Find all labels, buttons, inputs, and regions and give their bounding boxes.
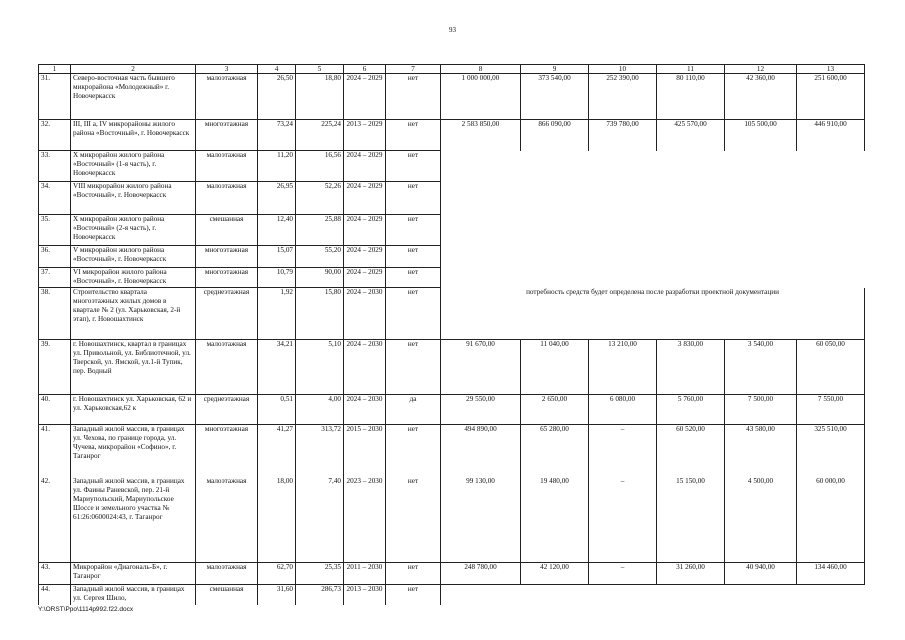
row-area: 26,50 xyxy=(258,74,296,120)
row-value: 60 050,00 xyxy=(797,340,865,395)
row-years: 2024 – 2029 xyxy=(344,215,386,246)
row-value: 13 210,00 xyxy=(589,340,657,395)
table-row xyxy=(39,120,865,151)
row-value: 1 000 000,00 xyxy=(441,74,521,120)
row-value: 251 600,00 xyxy=(797,74,865,120)
row-name: Строительство квартала многоэтажных жилых домов в квартале № 2 (ул. Харьковская, 2-й этап), г. Новошахтинск xyxy=(71,288,196,340)
row-years: 2015 – 2030 xyxy=(344,425,386,477)
row-value: 425 570,00 xyxy=(657,120,725,151)
table-row xyxy=(39,563,865,585)
row-years: 2024 – 2030 xyxy=(344,395,386,425)
row-name: VIII микрорайон жилого района «Восточный», г. Новочеркасск xyxy=(71,182,196,215)
col-header: 1 xyxy=(39,65,71,74)
row-years: 2024 – 2029 xyxy=(344,182,386,215)
col-header: 12 xyxy=(725,65,797,74)
row-number: 31. xyxy=(39,74,71,120)
row-name: V микрорайон жилого района «Восточный», г. Новочеркасск xyxy=(71,246,196,268)
row-volume: 4,00 xyxy=(296,395,344,425)
row-flag: нет xyxy=(386,585,441,605)
file-path-footer: Y:\ORST\Ppo\1114p992.f22.docx xyxy=(38,606,134,613)
row-volume: 5,10 xyxy=(296,340,344,395)
row-flag: нет xyxy=(386,151,441,182)
row-name: Западный жилой массив, в границах ул. Чехова, по границе города, ул. Чучева, микрорайон «Софино», г. Таганрог xyxy=(71,425,196,477)
row-type: многоэтажная xyxy=(196,120,258,151)
row-value: 494 890,00 xyxy=(441,425,521,477)
table-row xyxy=(39,74,865,120)
row-flag: нет xyxy=(386,215,441,246)
row-volume: 7,40 xyxy=(296,477,344,563)
row-volume: 52,26 xyxy=(296,182,344,215)
row-name: Западный жилой массив, в границах ул. Сергея Шило, xyxy=(71,585,196,605)
row-number: 41. xyxy=(39,425,71,477)
row-years: 2013 – 2029 xyxy=(344,120,386,151)
row-volume: 286,73 xyxy=(296,585,344,605)
row-name: X микрорайон жилого района «Восточный» (2-я часть), г. Новочеркасск xyxy=(71,215,196,246)
row-flag: нет xyxy=(386,120,441,151)
row-type: смешанная xyxy=(196,215,258,246)
row-years: 2024 – 2030 xyxy=(344,288,386,340)
row-value: 60 000,00 xyxy=(797,477,865,563)
row-area: 31,60 xyxy=(258,585,296,605)
row-value: 40 940,00 xyxy=(725,563,797,585)
row-volume: 18,80 xyxy=(296,74,344,120)
row-name: Западный жилой массив, в границах ул. Фаины Раневской, пер. 21-й Мариупольский, Мариупольское Шоссе и земельного участка № 61:26:0600024:43, г. Таганрог xyxy=(71,477,196,563)
row-value: 60 520,00 xyxy=(657,425,725,477)
row-flag: нет xyxy=(386,288,441,340)
row-number: 44. xyxy=(39,585,71,605)
row-flag: нет xyxy=(386,182,441,215)
row-number: 38. xyxy=(39,288,71,340)
row-years: 2024 – 2029 xyxy=(344,246,386,268)
row-name: Микрорайон «Диагональ-Б», г. Таганрог xyxy=(71,563,196,585)
row-value: 739 780,00 xyxy=(589,120,657,151)
col-header: 6 xyxy=(344,65,386,74)
row-value: 373 540,00 xyxy=(521,74,589,120)
row-number: 36. xyxy=(39,246,71,268)
row-area: 1,92 xyxy=(258,288,296,340)
table-row xyxy=(39,395,865,425)
row-value: 11 040,00 xyxy=(521,340,589,395)
row-value: 866 090,00 xyxy=(521,120,589,151)
row-number: 32. xyxy=(39,120,71,151)
row-volume: 25,88 xyxy=(296,215,344,246)
merged-empty-cell xyxy=(441,151,865,288)
row-years: 2013 – 2030 xyxy=(344,585,386,605)
row-name: г. Новошахтинск, квартал в границах ул. Привольной, ул. Библиотечной, ул. Тверской, ул. Ямской, ул.1-й Тупик, пер. Водный xyxy=(71,340,196,395)
row-area: 41,27 xyxy=(258,425,296,477)
row-value: – xyxy=(589,425,657,477)
row-name: III, III а, IV микрорайоны жилого района «Восточный», г. Новочеркасск xyxy=(71,120,196,151)
row-years: 2024 – 2029 xyxy=(344,268,386,288)
row-flag: нет xyxy=(386,246,441,268)
row-area: 12,40 xyxy=(258,215,296,246)
row-name: VI микрорайон жилого района «Восточный», г. Новочеркасск xyxy=(71,268,196,288)
col-header: 3 xyxy=(196,65,258,74)
row-value: 2 650,00 xyxy=(521,395,589,425)
row-area: 62,70 xyxy=(258,563,296,585)
row-area: 18,00 xyxy=(258,477,296,563)
col-header: 4 xyxy=(258,65,296,74)
row-type: малоэтажная xyxy=(196,182,258,215)
row-type: многоэтажная xyxy=(196,425,258,477)
row-area: 11,20 xyxy=(258,151,296,182)
row-flag: нет xyxy=(386,340,441,395)
row-value: 65 280,00 xyxy=(521,425,589,477)
col-header: 2 xyxy=(71,65,196,74)
row-number: 43. xyxy=(39,563,71,585)
table-row xyxy=(39,151,865,182)
row-value: 19 480,00 xyxy=(521,477,589,563)
row-flag: да xyxy=(386,395,441,425)
row-type: малоэтажная xyxy=(196,151,258,182)
row-number: 37. xyxy=(39,268,71,288)
row-value: 80 110,00 xyxy=(657,74,725,120)
col-header: 7 xyxy=(386,65,441,74)
row-type: среднеэтажная xyxy=(196,288,258,340)
row-value: 42 360,00 xyxy=(725,74,797,120)
row-name: X микрорайон жилого района «Восточный» (1-я часть), г. Новочеркасск xyxy=(71,151,196,182)
row-value: 29 550,00 xyxy=(441,395,521,425)
row-type: смешанная xyxy=(196,585,258,605)
row-years: 2011 – 2030 xyxy=(344,563,386,585)
row-area: 26,95 xyxy=(258,182,296,215)
table-row xyxy=(39,477,865,563)
table-row xyxy=(39,340,865,395)
row-area: 0,51 xyxy=(258,395,296,425)
row-value: 99 130,00 xyxy=(441,477,521,563)
col-header: 9 xyxy=(521,65,589,74)
row-value: 134 460,00 xyxy=(797,563,865,585)
header-row xyxy=(39,65,865,74)
col-header: 8 xyxy=(441,65,521,74)
row-value: 7 500,00 xyxy=(725,395,797,425)
col-header: 11 xyxy=(657,65,725,74)
page-number: 93 xyxy=(449,26,456,34)
funding-note: потребность средств будет определена после разработки проектной документации xyxy=(441,288,865,340)
row-value: 31 260,00 xyxy=(657,563,725,585)
row-value: 248 780,00 xyxy=(441,563,521,585)
row-volume: 55,20 xyxy=(296,246,344,268)
row-value: 325 510,00 xyxy=(797,425,865,477)
row-number: 39. xyxy=(39,340,71,395)
row-value: 15 150,00 xyxy=(657,477,725,563)
row-flag: нет xyxy=(386,425,441,477)
row-value: 252 390,00 xyxy=(589,74,657,120)
row-area: 73,24 xyxy=(258,120,296,151)
row-type: малоэтажная xyxy=(196,477,258,563)
row-area: 34,21 xyxy=(258,340,296,395)
row-flag: нет xyxy=(386,477,441,563)
row-volume: 313,72 xyxy=(296,425,344,477)
row-years: 2024 – 2030 xyxy=(344,340,386,395)
row-type: малоэтажная xyxy=(196,340,258,395)
table-row xyxy=(39,585,865,605)
row-years: 2024 – 2029 xyxy=(344,74,386,120)
row-volume: 16,56 xyxy=(296,151,344,182)
row-number: 40. xyxy=(39,395,71,425)
row-value: 91 670,00 xyxy=(441,340,521,395)
row-value: 7 550,00 xyxy=(797,395,865,425)
row-number: 35. xyxy=(39,215,71,246)
row-volume: 15,80 xyxy=(296,288,344,340)
row-years: 2024 – 2029 xyxy=(344,151,386,182)
row-number: 34. xyxy=(39,182,71,215)
row-value: 5 760,00 xyxy=(657,395,725,425)
row-flag: нет xyxy=(386,563,441,585)
row-flag: нет xyxy=(386,268,441,288)
row-volume: 25,35 xyxy=(296,563,344,585)
row-number: 42. xyxy=(39,477,71,563)
table-row xyxy=(39,288,865,340)
row-type: многоэтажная xyxy=(196,246,258,268)
row-value: 6 080,00 xyxy=(589,395,657,425)
row-name: Северо-восточная часть бывшего микрорайона «Молодежный» г. Новочеркасск xyxy=(71,74,196,120)
row-name: г. Новошахтинск ул. Харьковская, 62 и ул. Харьковская,62 к xyxy=(71,395,196,425)
row-value: 3 830,00 xyxy=(657,340,725,395)
row-value: 446 910,00 xyxy=(797,120,865,151)
row-type: многоэтажная xyxy=(196,268,258,288)
row-value: – xyxy=(589,477,657,563)
table-row xyxy=(39,425,865,477)
col-header: 13 xyxy=(797,65,865,74)
row-number: 33. xyxy=(39,151,71,182)
row-area: 15,07 xyxy=(258,246,296,268)
col-header: 10 xyxy=(589,65,657,74)
row-value: 4 500,00 xyxy=(725,477,797,563)
row-type: среднеэтажная xyxy=(196,395,258,425)
row-value: 2 583 850,00 xyxy=(441,120,521,151)
merged-empty-cell xyxy=(441,585,865,605)
row-type: малоэтажная xyxy=(196,74,258,120)
row-area: 10,79 xyxy=(258,268,296,288)
row-value: 105 500,00 xyxy=(725,120,797,151)
row-volume: 90,00 xyxy=(296,268,344,288)
row-years: 2023 – 2030 xyxy=(344,477,386,563)
row-volume: 225,24 xyxy=(296,120,344,151)
row-value: 43 580,00 xyxy=(725,425,797,477)
row-type: малоэтажная xyxy=(196,563,258,585)
row-flag: нет xyxy=(386,74,441,120)
row-value: – xyxy=(589,563,657,585)
row-value: 42 120,00 xyxy=(521,563,589,585)
data-table xyxy=(38,64,865,605)
col-header: 5 xyxy=(296,65,344,74)
row-value: 3 540,00 xyxy=(725,340,797,395)
